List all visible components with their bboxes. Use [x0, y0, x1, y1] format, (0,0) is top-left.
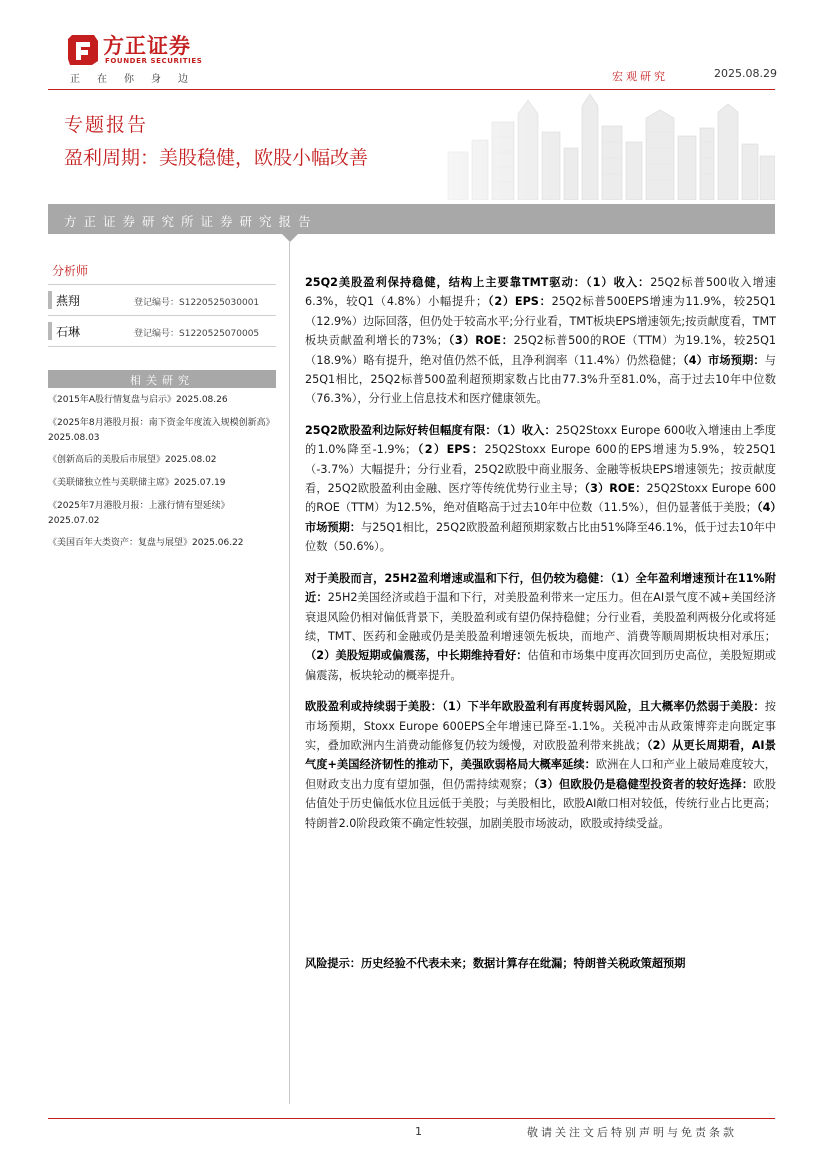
analyst-reg: 登记编号：S1220525030001	[134, 298, 260, 308]
analyst-name: 石琳	[56, 325, 81, 339]
analyst-heading: 分析师	[52, 264, 89, 278]
analyst-name: 燕翔	[56, 294, 81, 308]
bar-notch	[282, 234, 298, 242]
column-divider	[289, 242, 290, 1104]
related-link[interactable]: 《2025年7月港股月报：上涨行情有望延续》2025.07.02	[48, 501, 230, 526]
disclaimer: 敬请关注文后特别声明与免责条款	[527, 1126, 737, 1139]
related-link[interactable]: 《创新高后的美股后市展望》2025.08.02	[48, 455, 217, 465]
paragraph-eu-outlook: 欧股盈利或持续弱于美股：（1）下半年欧股盈利有再度转弱风险，且大概率仍然弱于美股：按市场预期，Stoxx Europe 600EPS全年增速已降至-1.1%。关税冲击从政策博弈走向既定事实，叠加欧洲内生消费动能修复仍较为缓慢，对欧股盈利带来挑战；（2）从更长周期看，AI景气度+美国经济韧性的推动下，美强欧弱格局大概率延续：欧洲在人口和产业上破局难度较大，但财政支出力度有望加强，但仍需持续观察；（3）但欧股仍是稳健型投资者的较好选择：欧股估值处于历史偏低水位且远低于美股；与美股相比，欧股AI敞口相对较低，传统行业占比更高；特朗普2.0阶段政策不确定性较强，加剧美股市场波动，欧股或持续受益。	[305, 700, 776, 830]
analyst-divider	[48, 284, 276, 285]
report-title: 盈利周期：美股稳健，欧股小幅改善	[64, 147, 369, 169]
paragraph-us-outlook: 对于美股而言，25H2盈利增速或温和下行，但仍较为稳健：（1）全年盈利增速预计在11%附近：25H2美国经济或趋于温和下行，对美股盈利带来一定压力。但在AI景气度不减+美国经济衰退风险仍相对偏低背景下，美股盈利或有望仍保持稳健；分行业看，美股盈利两极分化或将延续，TMT、医药和金融或仍是美股盈利增速领先板块，而地产、消费等顺周期板块相对承压；（2）美股短期或偏震荡，中长期维持看好：估值和市场集中度再次回到历史高位，美股短期或偏震荡，板块轮动的概率提升。	[305, 571, 776, 682]
institute-text: 方正证券研究所证券研究报告	[64, 214, 318, 229]
logo-mark-icon	[66, 33, 100, 67]
main-content	[305, 273, 776, 845]
header-date: 2025.08.29	[714, 67, 777, 80]
logo-text: 方正证券	[103, 34, 191, 58]
paragraph-us-earnings: 25Q2美股盈利保持稳健，结构上主要靠TMT驱动：（1）收入：25Q2标普500收入增速6.3%，较Q1（4.8%）小幅提升；（2）EPS：25Q2标普500EPS增速为11.9%，较25Q1（12.9%）边际回落，但仍处于较高水平;分行业看，TMT板块EPS增速领先;按贡献度看，TMT板块贡献盈利增长的73%；（3）ROE：25Q2标普500的ROE（TTM）为19.1%，较25Q1（18.9%）略有提升，绝对值仍然不低，且净利润率（11.4%）仍然稳健；（4）市场预期：与25Q1相比，25Q2标普500盈利超预期家数占比由77.3%升至81.0%，高于过去10年中位数（76.3%），分行业上信息技术和医疗健康领先。	[305, 276, 776, 406]
footer-rule	[48, 1118, 775, 1119]
analyst-divider	[48, 346, 276, 347]
related-link[interactable]: 《2025年8月港股月报：南下资金年度流入规模创新高》2025.08.03	[48, 418, 275, 443]
analyst-divider	[48, 315, 276, 316]
related-link[interactable]: 《美国百年大类资产：复盘与展望》2025.06.22	[48, 538, 244, 548]
analyst-marker	[48, 291, 52, 309]
risk-warning: 风险提示：历史经验不代表未来；数据计算存在纰漏；特朗普关税政策超预期	[305, 957, 686, 970]
header-section: 宏观研究	[612, 70, 668, 83]
header-rule	[48, 89, 775, 90]
related-title: 相关研究	[130, 374, 194, 387]
paragraph-eu-earnings: 25Q2欧股盈利边际好转但幅度有限：（1）收入：25Q2Stoxx Europe 600收入增速由上季度的1.0%降至-1.9%；（2）EPS：25Q2Stoxx Europe 600的EPS增速为5.9%，较25Q1（-3.7%）大幅提升；分行业看，25Q2欧股中商业服务、金融等板块EPS增速领先；按贡献度看，25Q2欧股盈利由金融、医疗等传统优势行业主导；（3）ROE：25Q2Stoxx Europe 600的ROE（TTM）为12.5%，绝对值略高于过去10年中位数（11.5%），但仍显著低于美股；（4）市场预期：与25Q1相比，25Q2欧股盈利超预期家数占比由51%降至46.1%，低于过去10年中位数（50.6%）。	[305, 423, 776, 554]
report-type: 专题报告	[64, 114, 149, 136]
related-link[interactable]: 《2015年A股行情复盘与启示》2025.08.26	[48, 395, 228, 405]
page-number: 1	[415, 1125, 422, 1138]
analyst-reg: 登记编号：S1220525070005	[134, 329, 260, 339]
analyst-marker	[48, 322, 52, 340]
related-link[interactable]: 《美联储独立性与美联储主席》2025.07.19	[48, 478, 226, 488]
logo-en-text: FOUNDER SECURITIES	[105, 57, 203, 65]
slogan: 正在你身边	[70, 74, 205, 85]
